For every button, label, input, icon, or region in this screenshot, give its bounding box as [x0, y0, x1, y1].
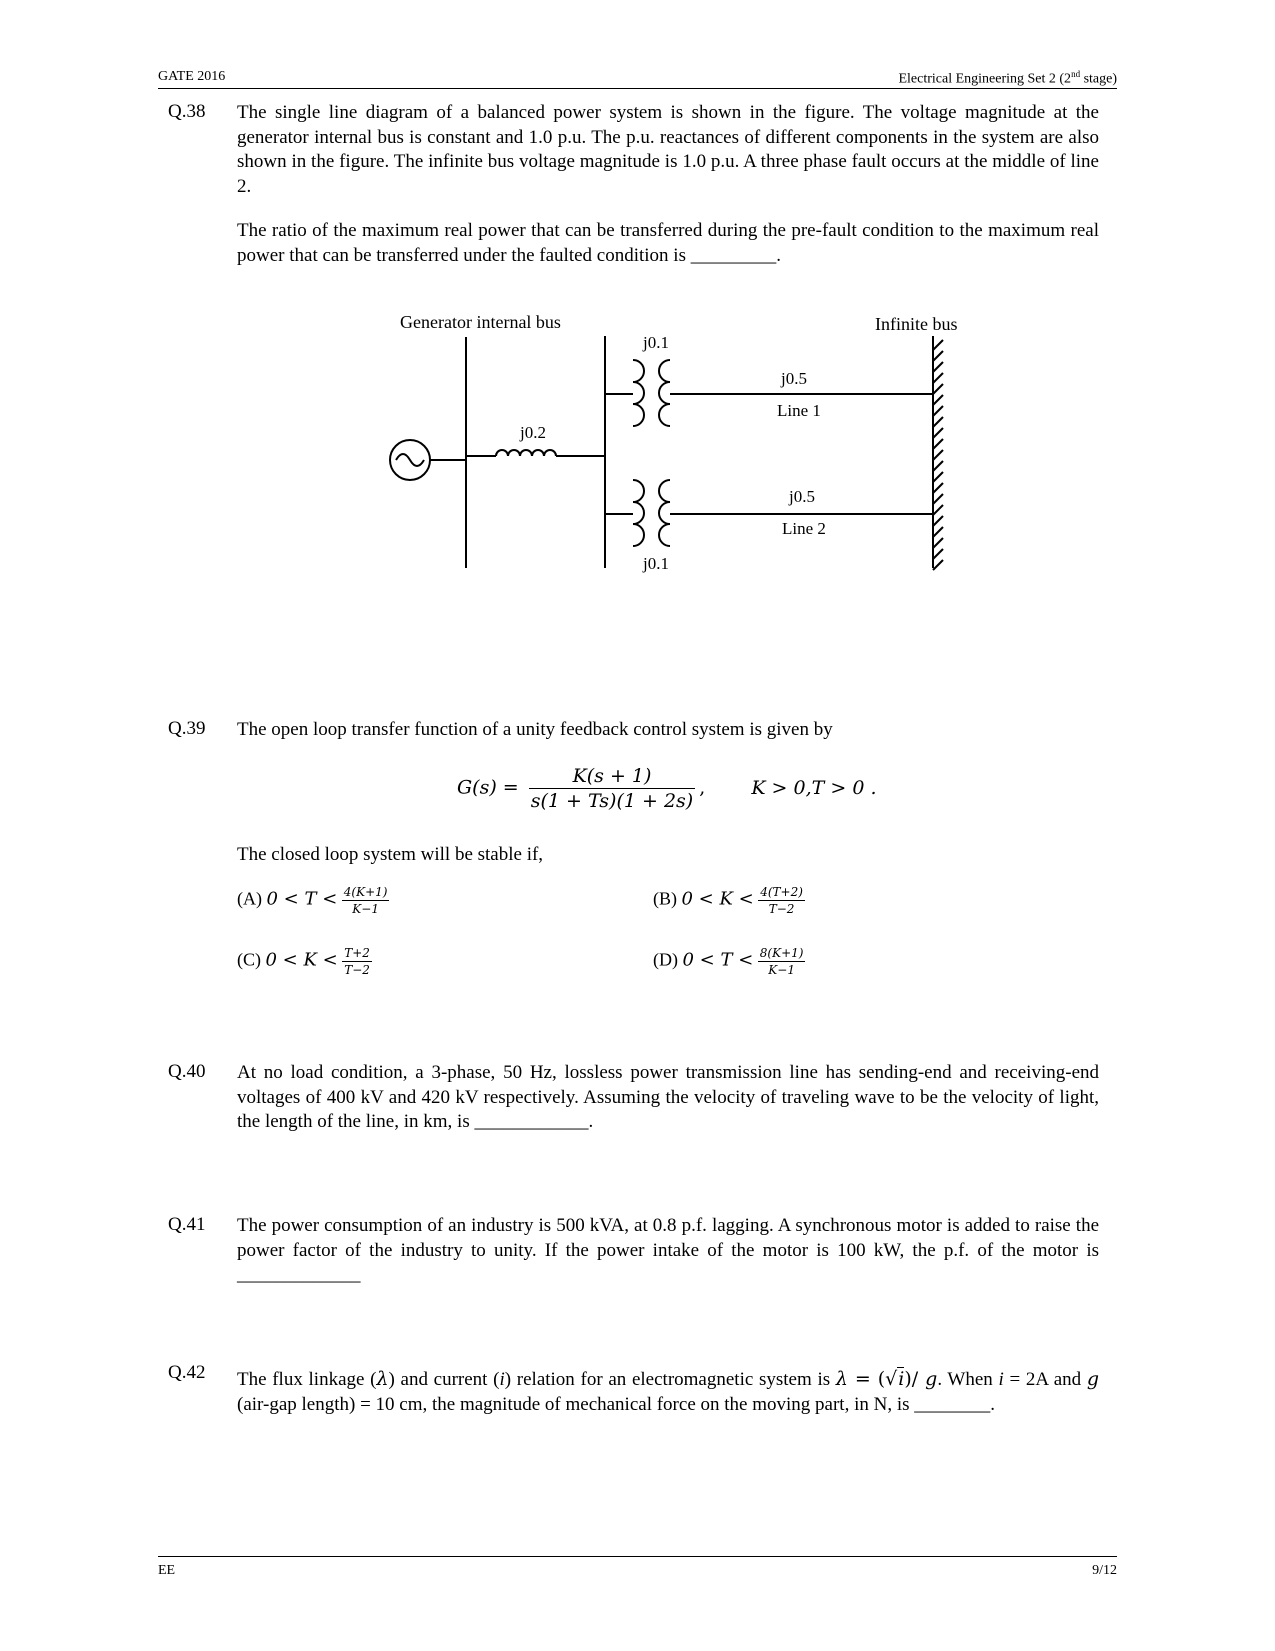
generator-reactance-label: j0.2: [520, 423, 546, 442]
line-2-reactance-label: j0.5: [789, 487, 815, 506]
hatch-mark: [933, 549, 943, 559]
hatch-mark: [933, 362, 943, 372]
q40-number: Q.40: [168, 1061, 206, 1082]
transformer-1-secondary: [659, 360, 670, 426]
option-b[interactable]: (B) 0 < K < $\frac{4(T+2)}{T-2}$: [653, 885, 803, 916]
generator-bus-label: Generator internal bus: [400, 312, 561, 332]
hatch-mark: [933, 450, 943, 460]
q42-number: Q.42: [168, 1362, 206, 1383]
equation-comma: ,: [699, 776, 706, 799]
footer-page-number: 9/12: [1092, 1563, 1117, 1578]
q38-number: Q.38: [168, 101, 206, 122]
line-2-label: Line 2: [782, 519, 826, 538]
equation-condition: K > 0,T > 0 .: [751, 776, 877, 799]
equation-numerator: K(s + 1): [529, 765, 695, 789]
hatch-mark: [933, 560, 943, 570]
footer-subject-code: EE: [158, 1563, 176, 1578]
line-1-reactance-label: j0.5: [781, 369, 807, 388]
hatch-mark: [933, 384, 943, 394]
hatch-mark: [933, 417, 943, 427]
hatch-mark: [933, 505, 943, 515]
transformer-2-reactance-label: j0.1: [643, 554, 669, 573]
hatch-mark: [933, 439, 943, 449]
q41-number: Q.41: [168, 1214, 206, 1235]
transformer-2-secondary: [659, 480, 670, 546]
hatch-mark: [933, 373, 943, 383]
q40-text: At no load condition, a 3-phase, 50 Hz, lossless power transmission line has sending-end and receiving-end voltages of 400 kV and 420 kV respectively. Assuming the velocity of traveling wave to be the velocity of light, the length of the line, in km, is ____________.: [237, 1062, 1099, 1132]
option-c[interactable]: (C) 0 < K < $\frac{T+2}{T-2}$: [237, 946, 370, 977]
hatch-mark: [933, 340, 943, 350]
option-a[interactable]: (A) 0 < T < $\frac{4(K+1)}{K-1}$: [237, 885, 388, 916]
hatch-mark: [933, 483, 943, 493]
hatch-mark: [933, 538, 943, 548]
hatch-mark: [933, 351, 943, 361]
footer-rule: [158, 1556, 1117, 1557]
transfer-function-equation: [457, 765, 877, 812]
equation-denominator: s(1 + Ts)(1 + 2s): [530, 790, 694, 812]
line-1-label: Line 1: [777, 401, 821, 420]
q39-intro: The open loop transfer function of a unity feedback control system is given by: [237, 719, 833, 740]
hatch-mark: [933, 472, 943, 482]
transformer-1-primary: [633, 360, 644, 426]
transformer-2-primary: [633, 480, 644, 546]
hatch-mark: [933, 527, 943, 537]
hatch-mark: [933, 461, 943, 471]
header-paper-title: Electrical Engineering Set 2 (2nd stage): [898, 69, 1117, 87]
hatch-mark: [933, 395, 943, 405]
q38-paragraph-2: The ratio of the maximum real power that can be transferred during the pre-fault condition to the maximum real power that can be transferred under the faulted condition is _________.: [237, 220, 1099, 266]
hatch-mark: [933, 516, 943, 526]
q39-number: Q.39: [168, 718, 206, 739]
generator-sine-icon: [396, 454, 424, 466]
transformer-1-reactance-label: j0.1: [643, 333, 669, 352]
infinite-bus-hatching: [933, 340, 943, 570]
equation-lhs: G(s) =: [457, 776, 519, 799]
infinite-bus-label: Infinite bus: [875, 314, 958, 334]
q42-text: The flux linkage (λ) and current (i) relation for an electromagnetic system is λ = (√i)/ g. When i = 2A and g (air-gap length) = 10 cm, the magnitude of mechanical force on the moving part, in N, is ________.: [237, 1368, 1099, 1415]
q39-stem: The closed loop system will be stable if,: [237, 844, 544, 865]
q41-text: The power consumption of an industry is 500 kVA, at 0.8 p.f. lagging. A synchronous motor is added to raise the power factor of the industry to unity. If the power intake of the motor is 100 kW, the p.f. of the motor is _____________: [237, 1215, 1099, 1285]
generator-reactance-coil: [496, 450, 556, 456]
header-exam-title: GATE 2016: [158, 69, 226, 84]
hatch-mark: [933, 428, 943, 438]
hatch-mark: [933, 406, 943, 416]
option-d[interactable]: (D) 0 < T < $\frac{8(K+1)}{K-1}$: [653, 946, 804, 977]
hatch-mark: [933, 494, 943, 504]
q38-paragraph-1: The single line diagram of a balanced power system is shown in the figure. The voltage magnitude at the generator internal bus is constant and 1.0 p.u. The p.u. reactances of different components in the system are also shown in the figure. The infinite bus voltage magnitude is 1.0 p.u. A three phase fault occurs at the middle of line 2.: [237, 102, 1099, 197]
